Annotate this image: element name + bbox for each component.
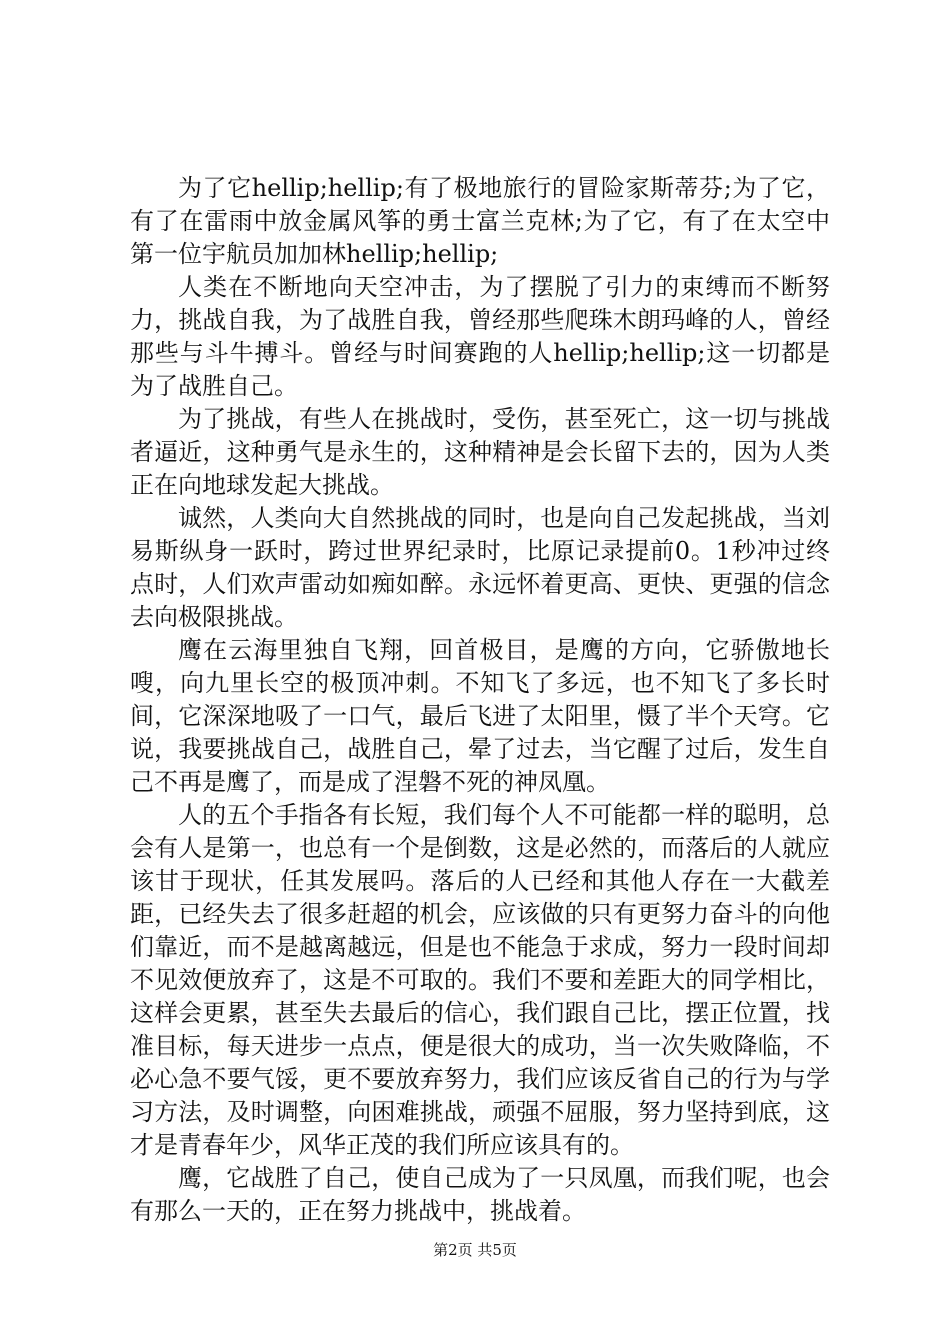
paragraph: 鹰在云海里独自飞翔，回首极目，是鹰的方向，它骄傲地长嗖，向九里长空的极顶冲刺。不知飞了多远，也不知飞了多长时间，它深深地吸了一口气，最后飞进了太阳里，慑了半个天穹。它说，我要挑战自己，战胜自己，晕了过去，当它醒了过后，发生自己不再是鹰了，而是成了涅磐不死的神凤凰。 [130, 636, 830, 796]
paragraph: 诚然，人类向大自然挑战的同时，也是向自己发起挑战，当刘易斯纵身一跃时，跨过世界纪录时，比原记录提前0。1秒冲过终点时，人们欢声雷动如痴如醉。永远怀着更高、更快、更强的信念去向极限挑战。 [130, 504, 830, 631]
paragraph: 鹰，它战胜了自己，使自己成为了一只凤凰，而我们呢，也会有那么一天的，正在努力挑战中，挑战着。 [130, 1164, 830, 1225]
document-body [130, 172, 830, 1228]
page-footer: 第2页 共5页 [433, 1241, 517, 1259]
paragraph: 为了它hellip;hellip;有了极地旅行的冒险家斯蒂芬;为了它，有了在雷雨中放金属风筝的勇士富兰克林;为了它，有了在太空中第一位宇航员加加林hellip;hellip; [130, 174, 830, 268]
paragraph: 为了挑战，有些人在挑战时，受伤，甚至死亡，这一切与挑战者逼近，这种勇气是永生的，这种精神是会长留下去的，因为人类正在向地球发起大挑战。 [130, 405, 830, 499]
paragraph: 人的五个手指各有长短，我们每个人不可能都一样的聪明，总会有人是第一，也总有一个是倒数，这是必然的，而落后的人就应该甘于现状，任其发展吗。落后的人已经和其他人存在一大截差距，已经失去了很多赶超的机会，应该做的只有更努力奋斗的向他们靠近，而不是越离越远，但是也不能急于求成，努力一段时间却不见效便放弃了，这是不可取的。我们不要和差距大的同学相比，这样会更累，甚至失去最后的信心，我们跟自己比，摆正位置，找准目标，每天进步一点点，便是很大的成功，当一次失败降临，不必心急不要气馁，更不要放弃努力，我们应该反省自己的行为与学习方法，及时调整，向困难挑战，顽强不屈服，努力坚持到底，这才是青春年少，风华正茂的我们所应该具有的。 [130, 801, 830, 1159]
paragraph: 人类在不断地向天空冲击，为了摆脱了引力的束缚而不断努力，挑战自我，为了战胜自我，曾经那些爬珠木朗玛峰的人，曾经那些与斗牛搏斗。曾经与时间赛跑的人hellip;hellip;这一切都是为了战胜自己。 [130, 273, 830, 400]
